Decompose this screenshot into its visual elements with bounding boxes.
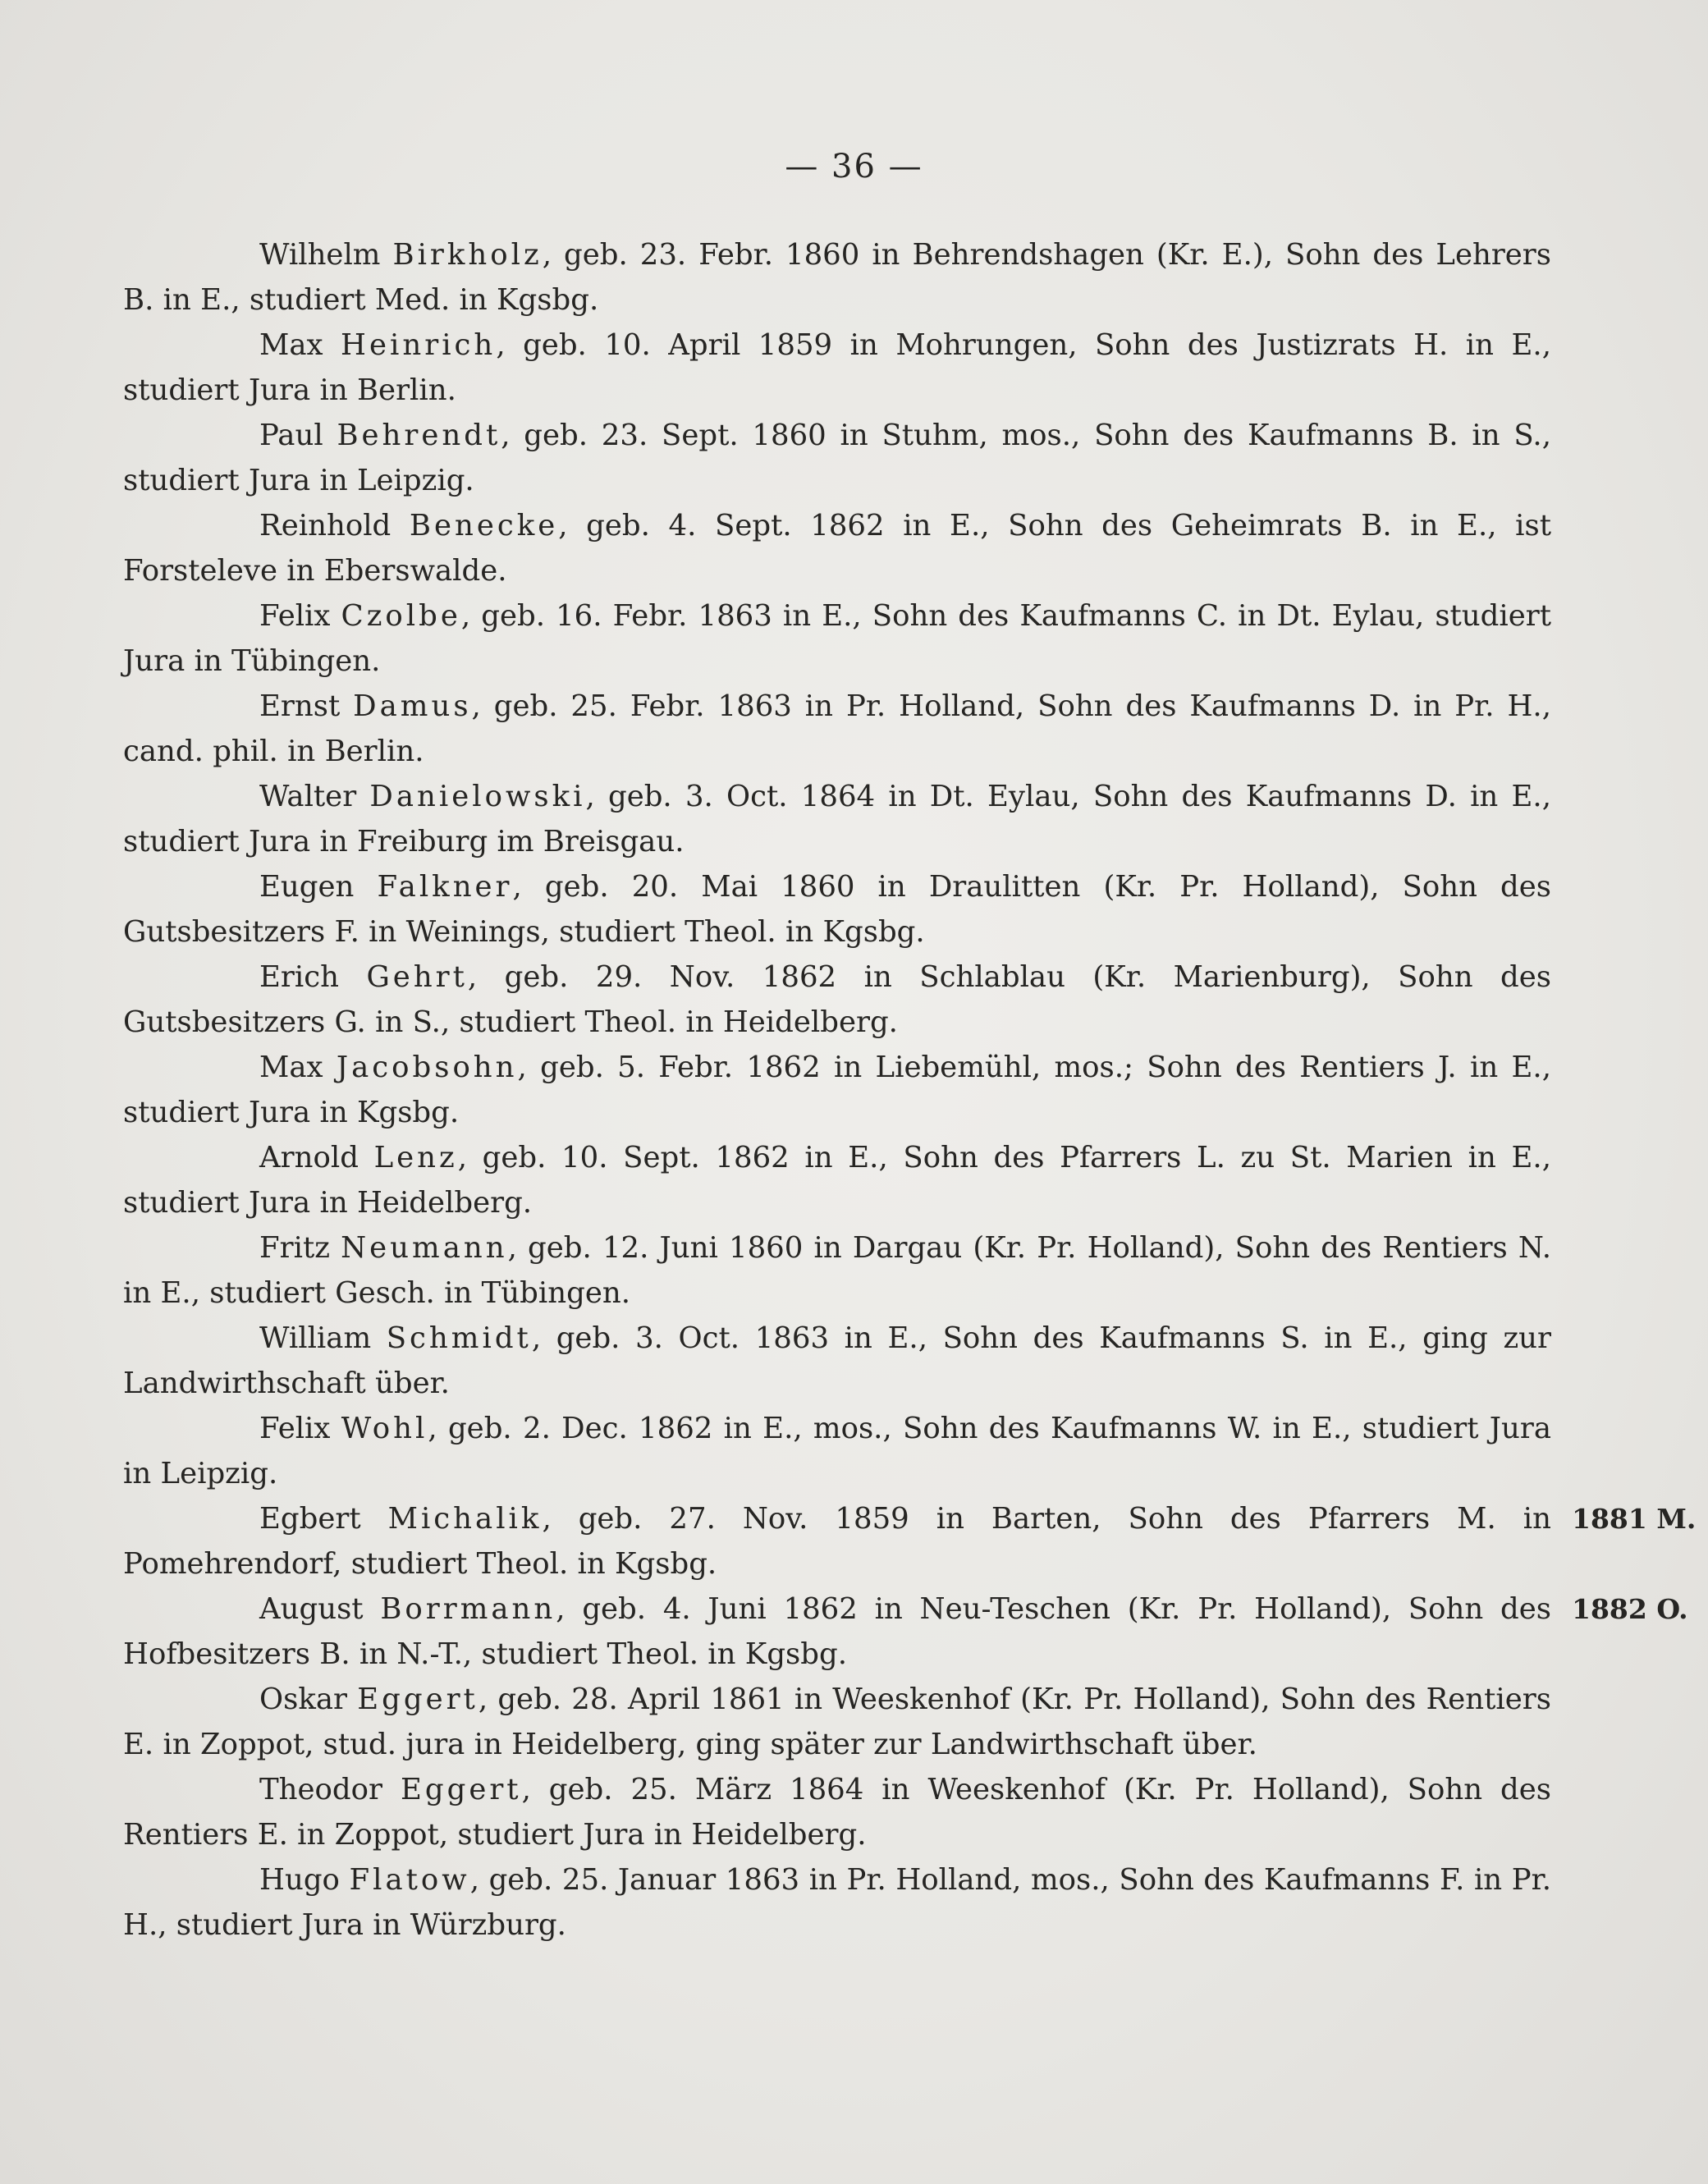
list-item [123, 232, 1551, 323]
surname: Eggert [357, 1683, 479, 1716]
surname: Lenz [373, 1141, 458, 1174]
first-name: Erich [259, 960, 339, 994]
surname: Gehrt [366, 960, 468, 994]
surname: Birkholz [392, 238, 543, 272]
first-name: Theodor [259, 1773, 382, 1806]
marginal-note: 1881 M. [1572, 1503, 1697, 1535]
entry-text: , geb. 10. April 1859 in Mohrungen, Sohn des Justizrats H. in E., studiert Jura in Berlin. [123, 328, 1551, 407]
list-item [123, 1767, 1551, 1857]
entry-text: , geb. 4. Sept. 1862 in E., Sohn des Geheimrats B. in E., ist Forsteleve in Eberswalde. [123, 509, 1551, 588]
entry-list [123, 232, 1697, 1948]
entry-text: , geb. 4. Juni 1862 in Neu-Teschen (Kr. Pr. Holland), Sohn des Hofbesitzers B. in N.-T., studiert Theol. in Kgsbg. [123, 1592, 1551, 1671]
list-item [123, 1586, 1688, 1677]
first-name: Max [259, 328, 323, 362]
list-item [123, 413, 1551, 503]
entry-text: , geb. 23. Febr. 1860 in Behrendshagen (Kr. E.), Sohn des Lehrers B. in E., studiert Med. in Kgsbg. [123, 238, 1551, 317]
surname: Borrmann [380, 1592, 556, 1626]
first-name: Felix [259, 599, 331, 633]
surname: Behrendt [337, 419, 501, 452]
entry-text: , geb. 23. Sept. 1860 in Stuhm, mos., Sohn des Kaufmanns B. in S., studiert Jura in Leipzig. [123, 419, 1551, 497]
surname: Danielowski [369, 780, 586, 813]
surname: Flatow [349, 1863, 470, 1897]
list-item [123, 323, 1551, 413]
list-item [123, 593, 1551, 684]
entry-text: , geb. 12. Juni 1860 in Dargau (Kr. Pr. Holland), Sohn des Rentiers N. in E., studiert Gesch. in Tübingen. [123, 1231, 1551, 1310]
first-name: Eugen [259, 870, 355, 904]
first-name: Paul [259, 419, 323, 452]
surname: Jacobsohn [336, 1051, 518, 1084]
surname: Heinrich [341, 328, 497, 362]
entry-text: , geb. 25. Febr. 1863 in Pr. Holland, Sohn des Kaufmanns D. in Pr. H., cand. phil. in Berlin. [123, 689, 1551, 768]
surname: Eggert [400, 1773, 522, 1806]
list-item [123, 1496, 1697, 1586]
first-name: Walter [259, 780, 357, 813]
surname: Neumann [341, 1231, 508, 1265]
entry-text: , geb. 29. Nov. 1862 in Schlablau (Kr. Marienburg), Sohn des Gutsbesitzers G. in S., studiert Theol. in Heidelberg. [123, 960, 1551, 1039]
first-name: Felix [259, 1412, 331, 1445]
entry-text: , geb. 27. Nov. 1859 in Barten, Sohn des Pfarrers M. in Pomehrendorf, studiert Theol. in Kgsbg. [123, 1502, 1551, 1581]
first-name: William [259, 1321, 372, 1355]
first-name: Wilhelm [259, 238, 381, 272]
list-item [123, 1135, 1551, 1225]
surname: Schmidt [386, 1321, 532, 1355]
list-item [123, 684, 1551, 774]
list-item [123, 1225, 1551, 1316]
entry-text: , geb. 16. Febr. 1863 in E., Sohn des Kaufmanns C. in Dt. Eylau, studiert Jura in Tübingen. [123, 599, 1551, 678]
list-item [123, 1406, 1551, 1496]
list-item [123, 1857, 1551, 1948]
entry-text: , geb. 10. Sept. 1862 in E., Sohn des Pfarrers L. zu St. Marien in E., studiert Jura in Heidelberg. [123, 1141, 1551, 1220]
page-number: — 36 — [785, 148, 923, 185]
entry-text: , geb. 25. Januar 1863 in Pr. Holland, mos., Sohn des Kaufmanns F. in Pr. H., studiert Jura in Würzburg. [123, 1863, 1551, 1942]
entry-text: , geb. 5. Febr. 1862 in Liebemühl, mos.; Sohn des Rentiers J. in E., studiert Jura in Kgsbg. [123, 1051, 1551, 1129]
first-name: Arnold [259, 1141, 359, 1174]
first-name: Max [259, 1051, 323, 1084]
surname: Michalik [387, 1502, 543, 1536]
first-name: Reinhold [259, 509, 392, 543]
surname: Falkner [377, 870, 513, 904]
first-name: Egbert [259, 1502, 361, 1536]
entry-text: , geb. 28. April 1861 in Weeskenhof (Kr. Pr. Holland), Sohn des Rentiers E. in Zoppot, stud. jura in Heidelberg, ging später zur Landwirthschaft über. [123, 1683, 1551, 1761]
first-name: Ernst [259, 689, 341, 723]
surname: Damus [353, 689, 472, 723]
entry-text: , geb. 3. Oct. 1864 in Dt. Eylau, Sohn des Kaufmanns D. in E., studiert Jura in Freiburg im Breisgau. [123, 780, 1551, 858]
list-item [123, 774, 1551, 864]
first-name: August [259, 1592, 364, 1626]
list-item [123, 955, 1551, 1045]
first-name: Fritz [259, 1231, 330, 1265]
first-name: Hugo [259, 1863, 340, 1897]
list-item [123, 864, 1551, 955]
entry-text: , geb. 25. März 1864 in Weeskenhof (Kr. Pr. Holland), Sohn des Rentiers E. in Zoppot, studiert Jura in Heidelberg. [123, 1773, 1551, 1852]
entry-text: , geb. 3. Oct. 1863 in E., Sohn des Kaufmanns S. in E., ging zur Landwirthschaft über. [123, 1321, 1551, 1400]
surname: Benecke [409, 509, 559, 543]
surname: Wohl [341, 1412, 428, 1445]
entry-text: , geb. 20. Mai 1860 in Draulitten (Kr. Pr. Holland), Sohn des Gutsbesitzers F. in Weinings, studiert Theol. in Kgsbg. [123, 870, 1551, 949]
list-item [123, 1677, 1551, 1767]
entry-text: , geb. 2. Dec. 1862 in E., mos., Sohn des Kaufmanns W. in E., studiert Jura in Leipzig. [123, 1412, 1551, 1490]
list-item [123, 1045, 1551, 1135]
first-name: Oskar [259, 1683, 347, 1716]
marginal-note: 1882 O. [1572, 1593, 1688, 1625]
surname: Czolbe [341, 599, 461, 633]
list-item [123, 1316, 1551, 1406]
list-item [123, 503, 1551, 593]
